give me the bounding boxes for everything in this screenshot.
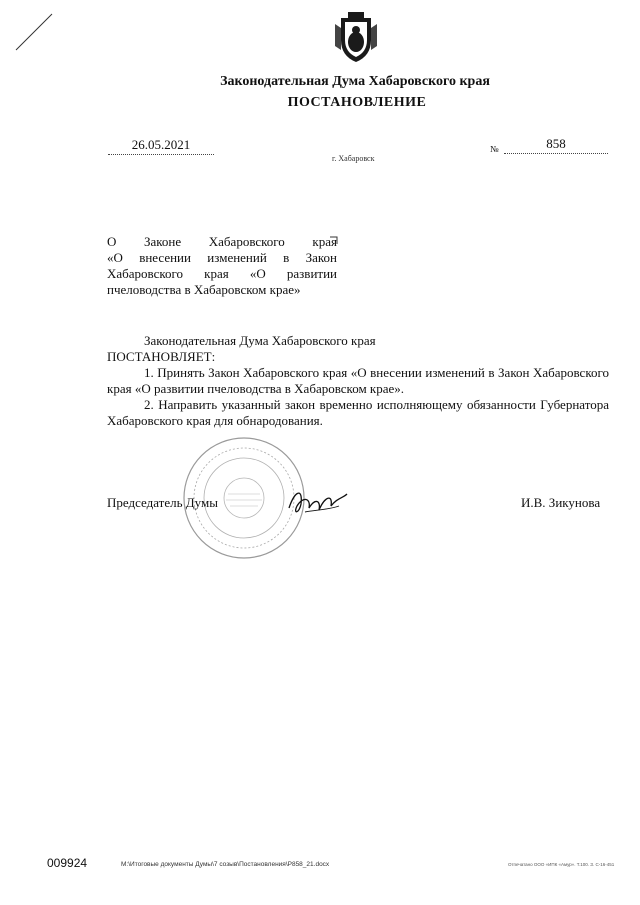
resolution-item-1: 1. Принять Закон Хабаровского края «О внесении изменений в Закон Хабаровского края «О развитии пчеловодства в Хабаровском крае». — [107, 365, 609, 396]
subject-line: Хабаровского края «О развитии — [107, 266, 337, 281]
document-subject — [107, 234, 337, 298]
subject-corner-mark — [330, 236, 338, 244]
signatory-title: Председатель Думы — [107, 495, 218, 510]
document-city: г. Хабаровск — [332, 154, 375, 163]
resolution-item-2: 2. Направить указанный закон временно исполняющему обязанности Губернатора Хабаровского края для обнародования. — [107, 397, 609, 428]
pen-stroke-mark — [14, 12, 54, 52]
handwritten-signature — [285, 484, 351, 520]
resolution-body — [107, 333, 609, 429]
subject-line: «О внесении изменений в Закон — [107, 250, 337, 265]
organization-name: Законодательная Дума Хабаровского края — [220, 74, 490, 89]
body-resolves: ПОСТАНОВЛЯЕТ: — [107, 349, 216, 364]
document-date: 26.05.2021 — [108, 137, 214, 155]
subject-line: О Законе Хабаровского края — [107, 234, 337, 249]
coat-of-arms-emblem — [333, 10, 379, 64]
body-intro: Законодательная Дума Хабаровского края — [144, 333, 376, 348]
registration-number: 009924 — [47, 856, 88, 870]
document-number-label: № — [490, 144, 499, 154]
document-number: 858 — [504, 136, 608, 154]
signatory-name: И.В. Зикунова — [521, 495, 601, 510]
printer-note: Отпечатано ООО «ИПК «Амур». Т.100. З. С-16-451 — [508, 862, 615, 867]
document-type-title: ПОСТАНОВЛЕНИЕ — [287, 95, 427, 110]
file-path: M:\Итоговые документы Думы\7 созыв\Постановления\P858_21.docx — [121, 861, 330, 868]
subject-line: пчеловодства в Хабаровском крае» — [107, 282, 301, 297]
